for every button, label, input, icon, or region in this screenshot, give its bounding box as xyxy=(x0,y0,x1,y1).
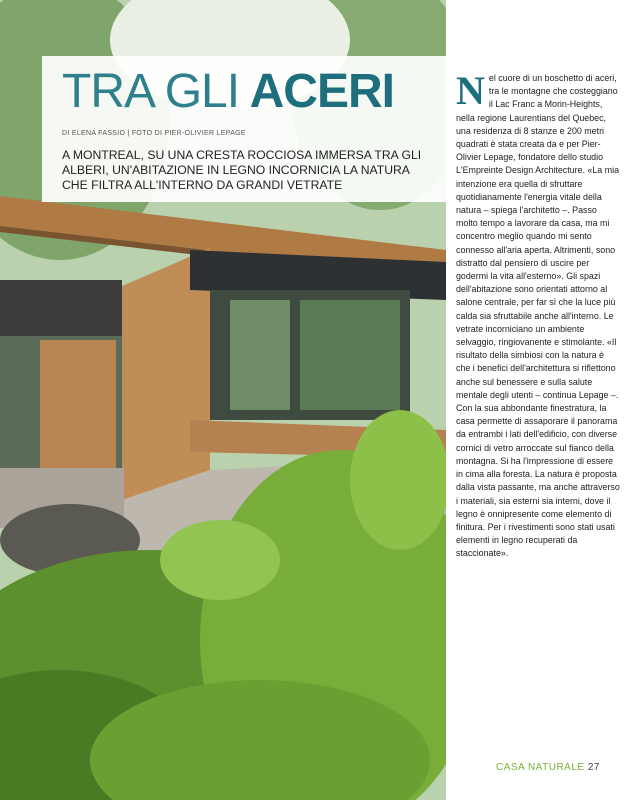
body-column xyxy=(456,68,620,760)
body-text: el cuore di un boschetto di aceri, tra le montagne che costeggiano il Lac Franc a Morin-Heights, nella regione Laurentians del Quebec, una residenza di 8 stanze e 200 metri quadrati è stata creata da e per Pier-Olivier Lepage, fondatore dello studio L'Empreinte Design Architecture. «La mia intenzione era quella di sfruttare quotidianamente l'energia vitale della natura – spiega l'architetto –. Passo molto tempo a lavorare da casa, ma mi concentro meglio quando mi sento connesso all'aria aperta. Altrimenti, sono distratto dal pensiero di uscire per godermi la vita all'esterno». Gli spazi dell'abitazione sono orientati attorno al salone centrale, per far sì che la luce più calda sia sfruttabile anche all'interno. Le vetrate incorniciano un ambiente selvaggio, ringiovanente e stimolante. «Il risultato della simbiosi con la natura è che i benefici dell'architettura si riflettono anche sul benessere e sulla salute mentale degli utenti – continua Lepage –. Con la sua abbondante finestratura, la casa permette di assaporare il panorama da entrambi i lati dell'edificio, con diverse cornici di vetro arroccate sul fianco della montagna. Si ha l'impressione di essere in cima alla foresta. La natura è proposta dalla vista passante, ma anche attraverso i materiali, sia esterni sia interni, dove il legno è onnipresente come elemento di finitura. Per i rivestimenti sono stati usati elementi in legno recuperati da staccionate». xyxy=(456,73,620,559)
byline: DI ELENA FASSIO | FOTO DI PIER-OLIVIER LEPAGE xyxy=(62,130,246,137)
drop-cap: N xyxy=(456,68,485,113)
title-light: TRA GLI xyxy=(62,65,240,118)
article-title xyxy=(62,64,394,120)
page-folio xyxy=(496,762,620,773)
title-bold: ACERI xyxy=(249,65,394,118)
title-box xyxy=(42,56,446,202)
page-number: 27 xyxy=(587,762,600,773)
article-subtitle: A MONTREAL, SU UNA CRESTA ROCCIOSA IMMERSA TRA GLI ALBERI, UN'ABITAZIONE IN LEGNO INCORNICIA LA NATURA CHE FILTRA ALL'INTERNO DA GRANDI VETRATE xyxy=(62,148,422,192)
magazine-name: CASA NATURALE xyxy=(496,762,585,773)
